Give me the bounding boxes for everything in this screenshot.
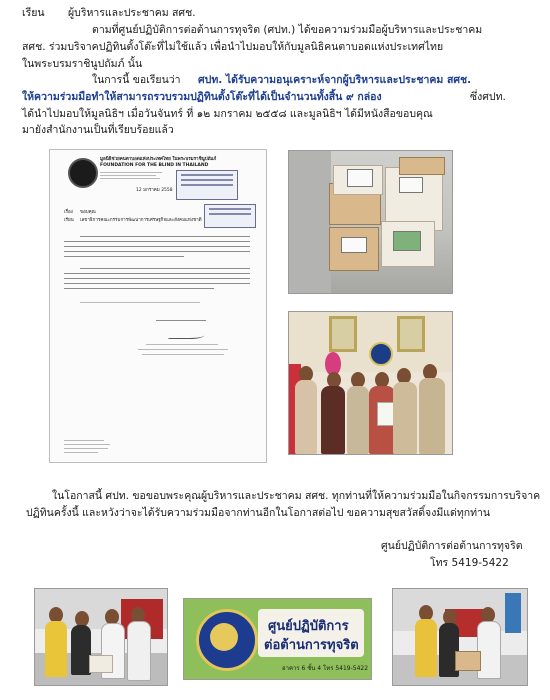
notice-line: มายังสำนักงานเป็นที่เรียบร้อยแล้ว — [22, 124, 174, 136]
registry-stamp — [204, 204, 256, 228]
signature-org: ศูนย์ปฏิบัติการต่อต้านการทุจริต — [381, 540, 523, 552]
letter-date: 12 มกราคม 2558 — [136, 188, 173, 193]
banner-title-line1: ศูนย์ปฏิบัติการ — [268, 619, 349, 634]
letter-subject-label: เรื่อง — [64, 210, 73, 215]
signature-phone: โทร 5419-5422 — [430, 557, 509, 569]
emblem-icon — [369, 342, 393, 366]
donated-calendar-boxes-photo — [288, 150, 453, 294]
donation-photo-right — [392, 588, 528, 686]
foundation-name-th: มูลนิธิช่วยคนตาบอดแห่งประเทศไทย ในพระบรมราชินูปถัมภ์ — [100, 157, 217, 162]
banner-title-line2: ต่อต้านการทุจริต — [264, 638, 359, 653]
intro-paragraph-line: ในพระบรมราชินูปถัมภ์ นั้น — [22, 58, 143, 70]
closing-line: ปฏิทินครั้งนี้ และหวังว่าจะได้รับความร่วมมือจากท่านอีกในโอกาสต่อไป ขอความสุขสวัสดิ์จงมีแด่ทุกท่าน — [26, 507, 491, 519]
banner-footer: อาคาร 6 ชั้น 4 โทร 5419-5422 — [282, 665, 369, 672]
foundation-name-en: FOUNDATION FOR THE BLIND IN THAILAND — [100, 163, 209, 168]
notice-tail: ซึ่งศปท. — [470, 91, 506, 103]
notice-prefix: ในการนี้ ขอเรียนว่า — [92, 74, 181, 86]
signature-scribble — [168, 330, 204, 339]
letter-to-label: เรียน — [64, 218, 74, 223]
receipt-stamp — [176, 170, 238, 200]
letter-subject: ขอบคุณ — [80, 210, 96, 215]
notice-line: ได้นำไปมอบให้มูลนิธิฯ เมื่อวันจันทร์ ที่ ๑๒ มกราคม ๒๕๕๘ และมูลนิธิฯ ได้มีหนังสือขอบคุณ — [22, 108, 433, 120]
center-logo-banner — [183, 598, 372, 680]
notice-highlight: ศปท. ได้รับความอนุเคราะห์จากผู้บริหารและประชาคม สศช. — [198, 74, 472, 86]
salutation-recipient: ผู้บริหารและประชาคม สศช. — [68, 7, 196, 19]
anti-corruption-seal-icon — [196, 609, 258, 671]
foundation-logo-icon — [68, 158, 98, 188]
scanned-thank-you-letter — [50, 150, 266, 462]
closing-line: ในโอกาสนี้ ศปท. ขอขอบพระคุณผู้บริหารและประชาคม สศช. ทุกท่านที่ให้ความร่วมมือในกิจกรรมการบริจาค — [52, 490, 541, 502]
letter-recipient: เลขาธิการคณะกรรมการพัฒนาการเศรษฐกิจและสังคมแห่งชาติ — [80, 218, 202, 223]
notice-highlight: ให้ความร่วมมือทำให้สามารถรวบรวมปฏิทินตั้งโต๊ะที่ได้เป็นจำนวนทั้งสิ้น ๙ กล่อง — [22, 91, 382, 103]
handover-group-photo — [288, 311, 453, 455]
intro-paragraph-line: ตามที่ศูนย์ปฏิบัติการต่อต้านการทุจริต (ศปท.) ได้ขอความร่วมมือผู้บริหารและประชาคม — [92, 24, 483, 36]
salutation-label: เรียน — [22, 7, 45, 19]
intro-paragraph-line: สศช. ร่วมบริจาคปฏิทินตั้งโต๊ะที่ไม่ใช้แล้ว เพื่อนำไปมอบให้กับมูลนิธิคนตาบอดแห่งประเทศไทย — [22, 41, 444, 53]
donation-photo-left — [34, 588, 168, 686]
